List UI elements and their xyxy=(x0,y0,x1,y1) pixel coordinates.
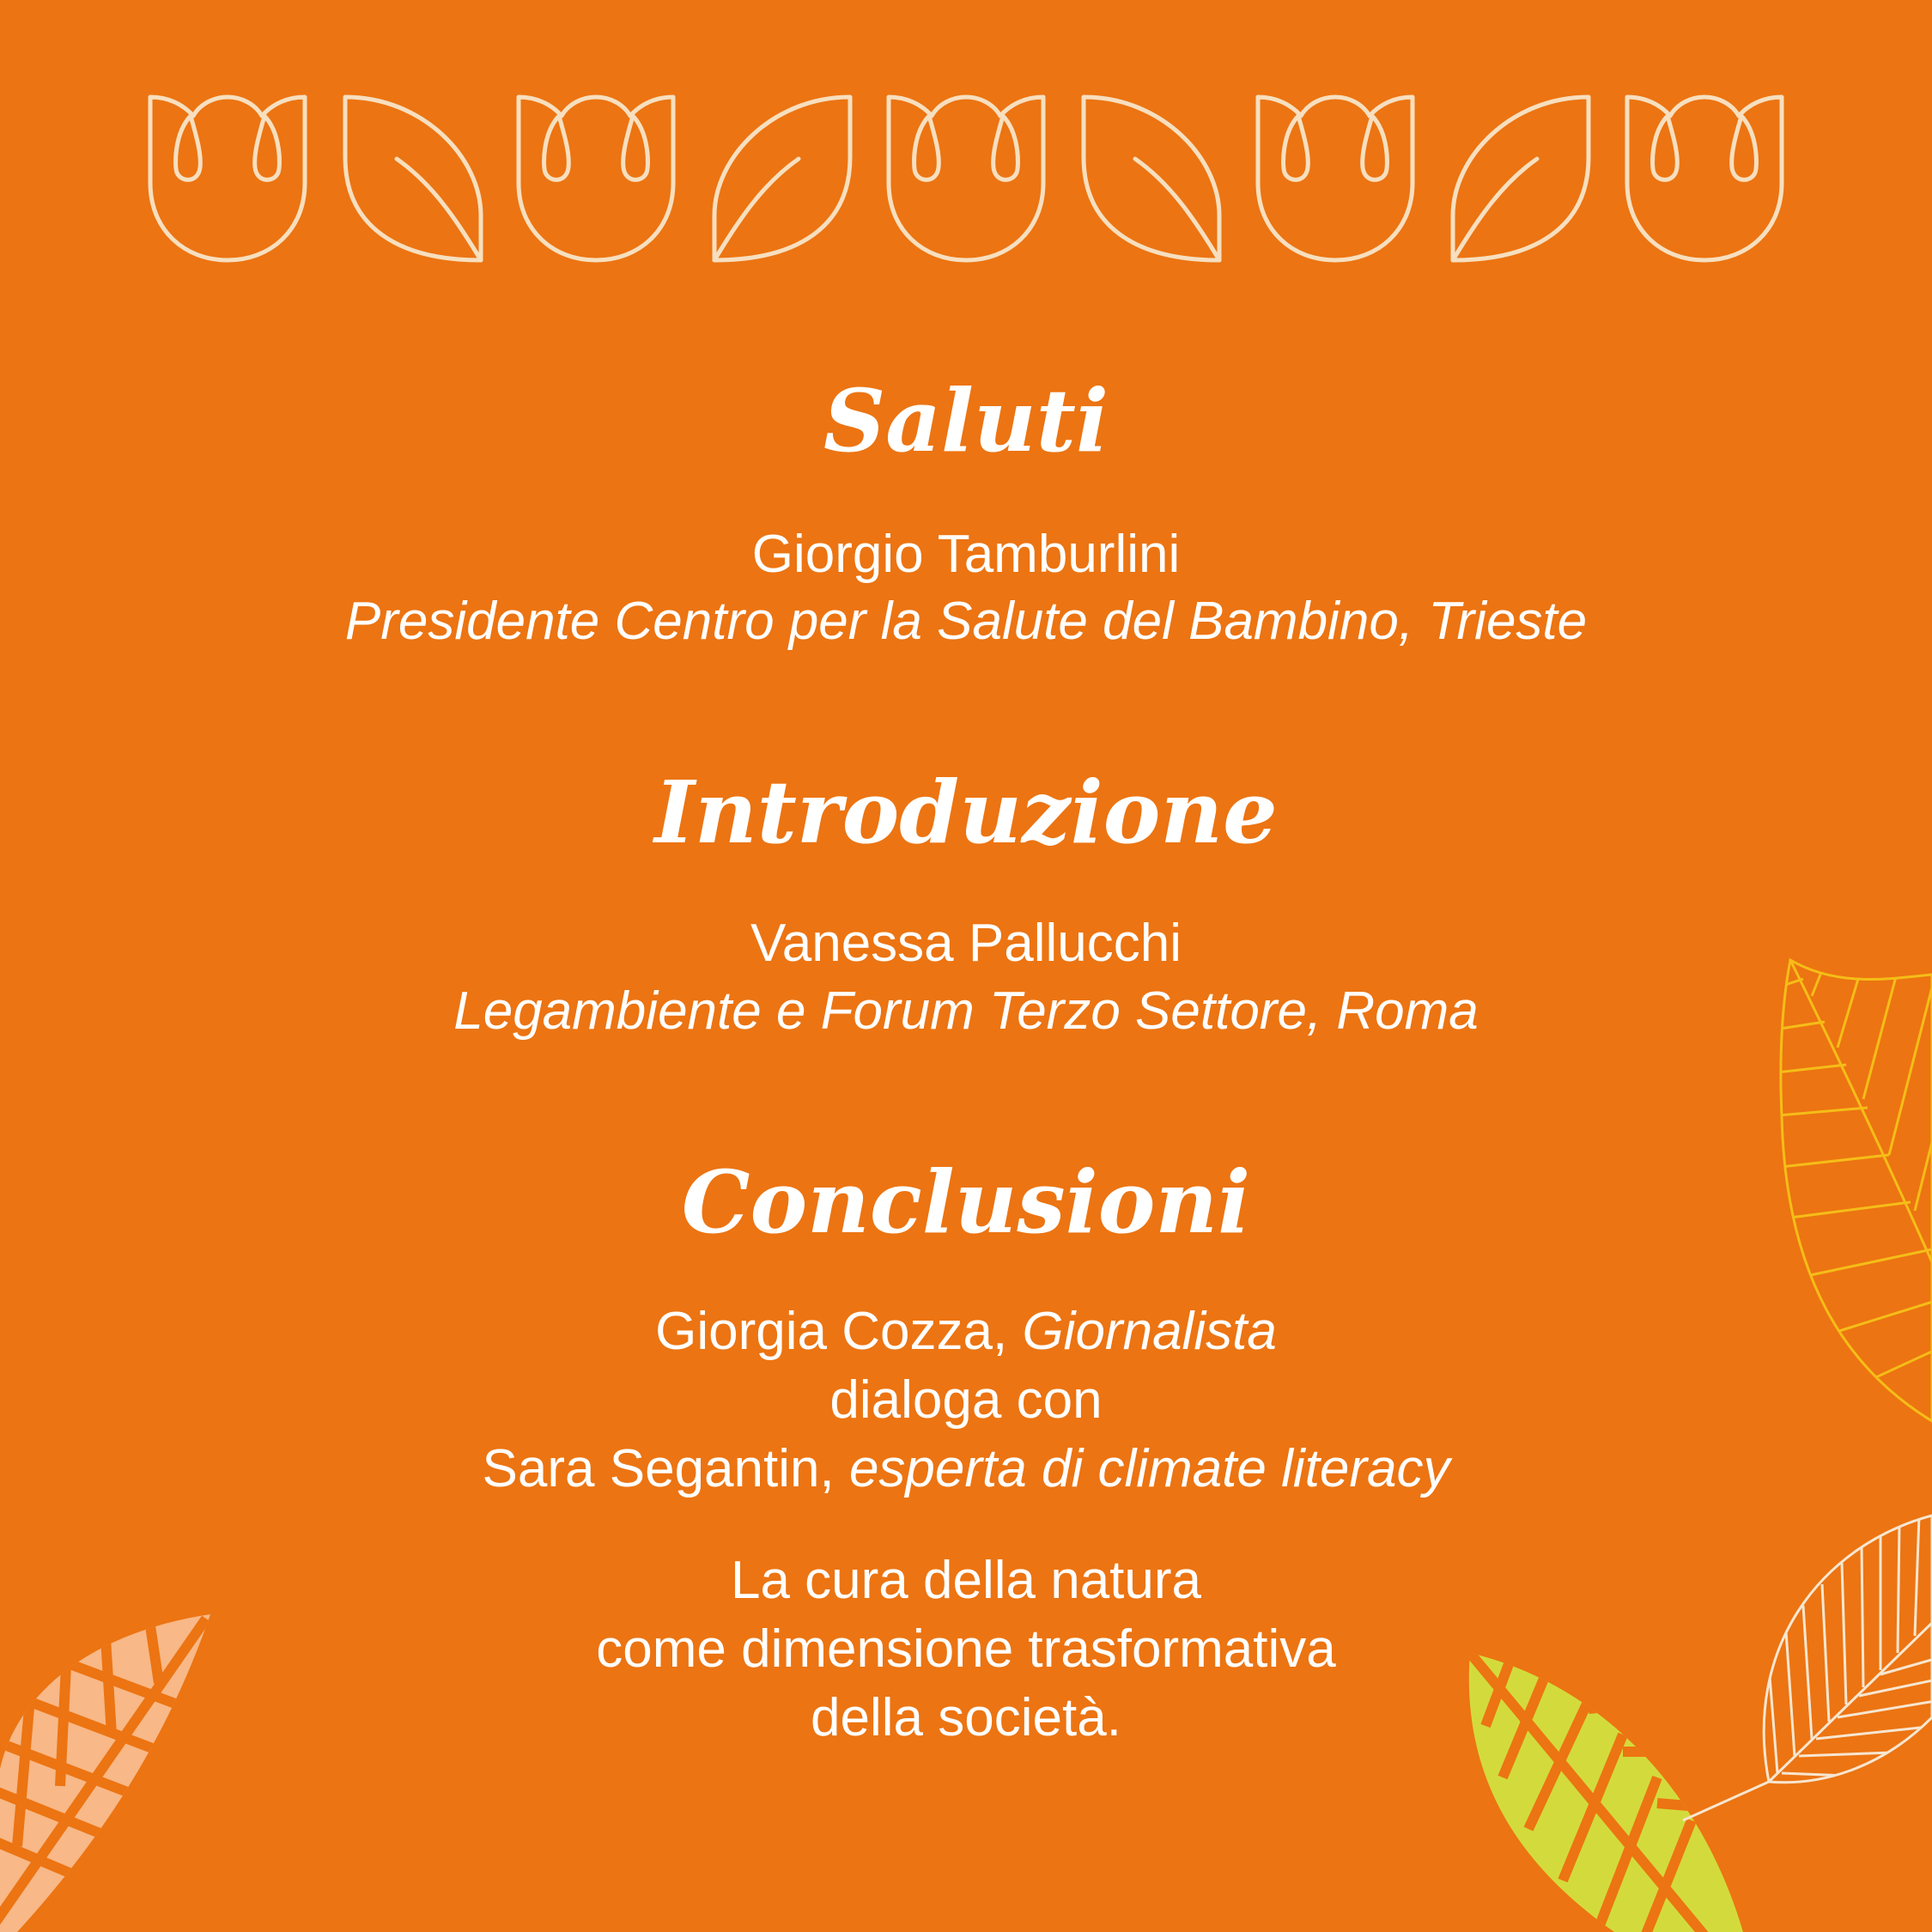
tulip-icon xyxy=(889,97,1043,260)
leaf-icon xyxy=(345,97,481,260)
speaker-name: Giorgia Cozza xyxy=(655,1302,993,1361)
speaker-line xyxy=(0,1302,1932,1361)
separator: , xyxy=(819,1439,849,1498)
topic-line: della società. xyxy=(811,1688,1121,1747)
tulip-icon xyxy=(1258,97,1413,260)
topic-line: come dimensione trasformativa xyxy=(596,1619,1336,1679)
tulip-icon xyxy=(1627,97,1782,260)
speaker-name: Vanessa Pallucchi xyxy=(750,914,1182,973)
tulip-icon xyxy=(150,97,305,260)
heading-introduzione: Introduzione xyxy=(654,762,1278,863)
speaker-line xyxy=(0,1439,1932,1498)
heading-saluti: Saluti xyxy=(823,370,1109,471)
leaf-icon xyxy=(1453,97,1589,260)
speaker-role: Presidente Centro per la Salute del Bambino, Trieste xyxy=(344,592,1588,651)
speaker-role: esperta di climate literacy xyxy=(848,1439,1450,1498)
speaker-role: Giornalista xyxy=(1022,1302,1277,1361)
topic-line: La cura della natura xyxy=(730,1551,1202,1610)
speaker-role: Legambiente e Forum Terzo Settore, Roma xyxy=(453,981,1479,1041)
heading-conclusioni: Conclusioni xyxy=(681,1151,1251,1253)
speaker-name: Sara Segantin xyxy=(482,1439,820,1498)
tulip-icon xyxy=(519,97,673,260)
leaf-icon xyxy=(714,97,850,260)
leaf-icon xyxy=(1084,97,1219,260)
separator: , xyxy=(993,1302,1023,1361)
speaker-name: Giorgio Tamburlini xyxy=(751,525,1181,584)
connector-text: dialoga con xyxy=(829,1370,1103,1430)
